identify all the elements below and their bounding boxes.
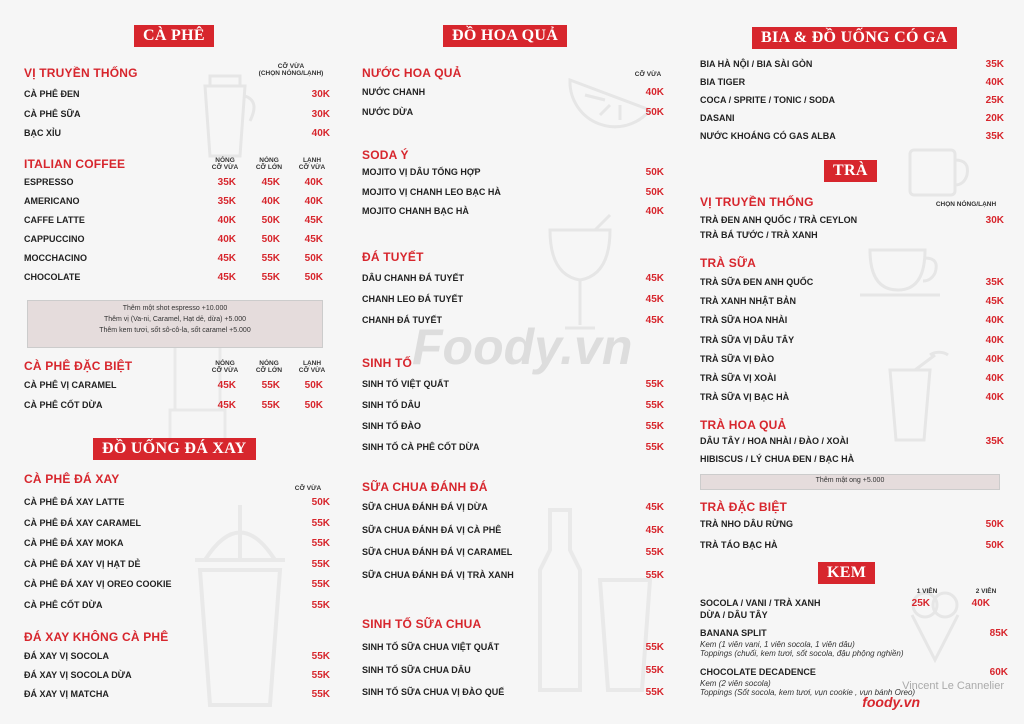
item-name: SỮA CHUA ĐÁNH ĐÁ VỊ CÀ PHÊ xyxy=(362,524,502,535)
menu-item xyxy=(24,579,330,593)
banner-ca-phe: CÀ PHÊ xyxy=(134,25,214,47)
item-price: 45K xyxy=(217,253,236,264)
item-name: SINH TỐ SỮA CHUA DÂU xyxy=(362,664,471,675)
item-name: MOJITO VỊ DÂU TỔNG HỢP xyxy=(362,167,481,177)
item-name: TRÀ SỮA HOA NHÀI xyxy=(700,315,788,326)
item-name: SINH TỐ VIỆT QUẤT xyxy=(362,379,450,389)
item-price: 55K xyxy=(645,547,664,558)
menu-item xyxy=(700,230,1004,244)
section-title: ĐÁ XAY KHÔNG CÀ PHÊ xyxy=(24,630,169,644)
section-title: SỮA CHUA ĐÁNH ĐÁ xyxy=(362,480,488,494)
menu-item xyxy=(700,373,1004,387)
menu-item xyxy=(24,518,330,532)
menu-item xyxy=(24,689,330,703)
menu-item xyxy=(362,167,666,181)
item-name: MOJITO CHANH BẠC HÀ xyxy=(362,206,469,216)
item-name: AMERICANO xyxy=(24,196,80,206)
item-name: TRÀ SỮA VỊ BẠC HÀ xyxy=(700,392,790,403)
menu-item xyxy=(700,215,1004,229)
item-name: SỮA CHUA ĐÁNH ĐÁ VỊ CARAMEL xyxy=(362,547,513,557)
menu-item xyxy=(24,109,330,123)
item-price: 55K xyxy=(261,253,280,264)
item-price: 55K xyxy=(311,538,330,549)
menu-item xyxy=(362,442,666,456)
menu-item xyxy=(24,400,330,414)
item-price: 50K xyxy=(311,497,330,508)
size-header: CỠ VỪA xyxy=(294,485,322,492)
banner-bia: BIA & ĐỒ UỐNG CÓ GA xyxy=(752,27,957,49)
column-beer-tea xyxy=(694,0,1008,724)
item-name: SINH TỐ SỮA CHUA VIỆT QUẤT xyxy=(362,642,500,652)
item-name: MOCCHACINO xyxy=(24,253,87,263)
item-name: MOJITO VỊ CHANH LEO BẠC HÀ xyxy=(362,186,501,197)
size-header: 2 VIÊN xyxy=(975,588,997,595)
menu-item xyxy=(24,600,330,614)
menu-item xyxy=(362,525,666,539)
menu-item xyxy=(362,87,666,101)
item-name: SOCOLA / VANI / TRÀ XANH xyxy=(700,598,821,608)
item-name: HIBISCUS / LÝ CHUA ĐEN / BẠC HÀ xyxy=(700,454,855,464)
menu-item xyxy=(362,421,666,435)
size-header: NÓNG CỠ VỪA xyxy=(211,157,239,171)
item-price: 50K xyxy=(645,106,664,118)
item-price: 50K xyxy=(304,399,323,411)
item-price: 40K xyxy=(645,206,664,217)
item-name: CÀ PHÊ CỐT DỪA xyxy=(24,399,103,410)
item-name: CHANH ĐÁ TUYẾT xyxy=(362,315,442,325)
menu-item xyxy=(24,128,330,142)
menu-item xyxy=(362,547,666,561)
item-name: CÀ PHÊ ĐÁ XAY LATTE xyxy=(24,497,125,507)
item-price: 40K xyxy=(217,215,236,226)
menu-item xyxy=(24,497,330,511)
size-header: LẠNH CỠ VỪA xyxy=(298,360,326,374)
menu-item xyxy=(24,253,330,267)
item-price: 45K xyxy=(261,177,280,188)
item-price: 55K xyxy=(645,664,664,676)
menu-item xyxy=(700,540,1004,554)
section-title: TRÀ ĐẶC BIỆT xyxy=(700,500,788,514)
menu-item xyxy=(24,538,330,552)
item-name: TRÀ BÁ TƯỚC / TRÀ XANH xyxy=(700,230,818,240)
menu-item xyxy=(700,131,1004,145)
item-price: 40K xyxy=(985,315,1004,327)
item-description: Toppings (Sốt socola, kem tươi, vụn cookie , vụn bánh Oreo) xyxy=(700,688,916,697)
item-name: ĐÁ XAY VỊ MATCHA xyxy=(24,689,109,699)
item-price: 30K xyxy=(985,215,1004,226)
item-price: 55K xyxy=(311,579,330,590)
item-price: 55K xyxy=(645,442,664,453)
item-price: 40K xyxy=(304,177,323,188)
item-name: ESPRESSO xyxy=(24,177,74,187)
menu-item xyxy=(362,206,666,220)
item-price: 40K xyxy=(261,196,280,207)
menu-item xyxy=(700,335,1004,349)
menu-item xyxy=(700,354,1004,368)
section-title: VỊ TRUYỀN THỐNG xyxy=(700,195,814,209)
item-name: SỮA CHUA ĐÁNH ĐÁ VỊ DỪA xyxy=(362,502,488,512)
item-price: 30K xyxy=(311,89,330,100)
item-price: 50K xyxy=(645,186,664,198)
size-header: 1 VIÊN xyxy=(916,588,938,595)
section-title: SINH TỐ xyxy=(362,356,413,370)
section-title: SINH TỐ SỮA CHUA xyxy=(362,617,482,631)
item-name: CHOCOLATE xyxy=(24,272,81,282)
photo-credit: Vincent Le Cannelier xyxy=(902,680,1004,692)
item-price: 40K xyxy=(304,196,323,207)
item-price: 40K xyxy=(985,77,1004,88)
item-name: TRÀ SỮA VỊ XOÀI xyxy=(700,373,777,383)
item-price: 45K xyxy=(645,502,664,513)
menu-item xyxy=(362,502,666,516)
item-name: DÂU TÂY / HOA NHÀI / ĐÀO / XOÀI xyxy=(700,436,849,446)
item-name: CÀ PHÊ ĐÁ XAY CARAMEL xyxy=(24,517,142,528)
menu-item xyxy=(24,272,330,286)
item-price: 60K xyxy=(989,667,1008,678)
menu-item xyxy=(362,107,666,121)
item-price: 45K xyxy=(645,315,664,326)
item-name: CAFFE LATTE xyxy=(24,215,85,225)
item-name: SINH TỐ SỮA CHUA VỊ ĐÀO QUẾ xyxy=(362,687,505,697)
item-name: SỮA CHUA ĐÁNH ĐÁ VỊ TRÀ XANH xyxy=(362,569,514,580)
item-price: 45K xyxy=(645,294,664,305)
item-name: DASANI xyxy=(700,113,735,123)
item-description: Kem (1 viên vani, 1 viên socola, 1 viên dâu) xyxy=(700,640,855,649)
item-price: 55K xyxy=(311,670,330,681)
menu-item xyxy=(700,277,1004,291)
menu-item xyxy=(700,113,1004,127)
item-name: CHOCOLATE DECADENCE xyxy=(700,667,816,677)
item-name: BANANA SPLIT xyxy=(700,628,767,638)
item-price: 55K xyxy=(261,380,280,391)
foody-logo: foody.vn xyxy=(862,694,920,710)
item-price: 45K xyxy=(217,380,236,391)
item-price: 55K xyxy=(261,399,280,411)
item-price: 50K xyxy=(304,380,323,391)
menu-item xyxy=(362,294,666,308)
size-header: CHỌN NÓNG/LẠNH xyxy=(935,201,997,208)
section-title: ĐÁ TUYẾT xyxy=(362,250,424,264)
item-price: 40K xyxy=(985,373,1004,384)
item-name: TRÀ SỮA ĐEN ANH QUỐC xyxy=(700,277,814,287)
section-title: TRÀ SỮA xyxy=(700,256,757,270)
item-price: 55K xyxy=(645,569,664,581)
item-price: 45K xyxy=(304,234,323,245)
section-title: SODA Ý xyxy=(362,148,409,162)
menu-item xyxy=(700,436,1004,450)
item-price: 35K xyxy=(985,436,1004,447)
menu-item xyxy=(362,665,666,679)
item-name: CÀ PHÊ ĐÁ XAY VỊ OREO COOKIE xyxy=(24,579,172,589)
item-name: NƯỚC DỪA xyxy=(362,106,414,117)
item-price: 45K xyxy=(645,273,664,284)
note-line: Thêm vị (Va-ni, Caramel, Hạt dẻ, dừa) +5.000 xyxy=(103,316,247,323)
menu-item xyxy=(24,670,330,684)
item-price: 55K xyxy=(645,687,664,698)
item-price: 45K xyxy=(645,524,664,536)
item-name: DỪA / DÂU TÂY xyxy=(700,610,768,620)
item-price: 35K xyxy=(985,277,1004,288)
item-price: 25K xyxy=(911,598,930,609)
menu-item xyxy=(362,315,666,329)
section-title: TRÀ HOA QUẢ xyxy=(700,418,787,432)
note-line: Thêm kem tươi, sốt sô-cô-la, sốt caramel +5.000 xyxy=(99,327,251,334)
item-name: TRÀ XANH NHẬT BẢN xyxy=(700,296,796,307)
menu-item xyxy=(362,570,666,584)
menu-item xyxy=(362,400,666,414)
menu-item xyxy=(24,89,330,103)
size-header: NÓNG CỠ LỚN xyxy=(255,157,283,171)
item-name: TRÀ TÁO BẠC HÀ xyxy=(700,539,778,550)
menu-item xyxy=(700,519,1004,533)
menu-item xyxy=(362,273,666,287)
banner-tra: TRÀ xyxy=(824,160,877,182)
menu-item xyxy=(700,59,1004,73)
item-name: CÀ PHÊ SỮA xyxy=(24,108,81,119)
item-price: 55K xyxy=(311,689,330,700)
menu-item xyxy=(362,187,666,201)
item-name: NƯỚC KHOÁNG CÓ GAS ALBA xyxy=(700,131,836,141)
item-name: SINH TỐ ĐÀO xyxy=(362,421,422,431)
column-fruit xyxy=(356,0,666,724)
item-name: NƯỚC CHANH xyxy=(362,87,426,97)
section-title: VỊ TRUYỀN THỐNG xyxy=(24,66,138,80)
size-header: LẠNH CỠ VỪA xyxy=(298,157,326,171)
item-price: 55K xyxy=(311,651,330,662)
item-price: 55K xyxy=(645,400,664,411)
menu-item xyxy=(24,651,330,665)
extras-note xyxy=(27,300,323,348)
item-price: 20K xyxy=(985,113,1004,124)
banner-do-uong-da-xay: ĐỒ UỐNG ĐÁ XAY xyxy=(93,438,256,460)
section-title: NƯỚC HOA QUẢ xyxy=(362,66,462,80)
item-price: 45K xyxy=(217,272,236,283)
item-price: 40K xyxy=(985,392,1004,404)
section-title: ITALIAN COFFEE xyxy=(24,157,126,171)
size-header: CỠ VỪA xyxy=(634,71,662,78)
item-name: BẠC XỈU xyxy=(24,128,62,138)
item-name: CÀ PHÊ ĐÁ XAY MOKA xyxy=(24,538,124,548)
section-title: CÀ PHÊ ĐẶC BIỆT xyxy=(24,359,133,373)
watermark: Foody.vn xyxy=(412,319,633,375)
menu-item xyxy=(700,296,1004,310)
item-name: ĐÁ XAY VỊ SOCOLA xyxy=(24,651,110,661)
item-price: 45K xyxy=(304,215,323,226)
item-price: 55K xyxy=(311,558,330,570)
item-price: 55K xyxy=(645,642,664,653)
item-price: 30K xyxy=(311,108,330,120)
item-price: 55K xyxy=(645,421,664,432)
note-line: Thêm một shot espresso +10.000 xyxy=(122,305,228,312)
banner-do-hoa-qua: ĐỒ HOA QUẢ xyxy=(443,25,567,47)
item-description: Toppings (chuối, kem tươi, sốt socola, đậu phộng nghiền) xyxy=(700,649,904,658)
item-price: 35K xyxy=(985,131,1004,142)
honey-note: Thêm mật ong +5.000 xyxy=(700,474,1000,490)
item-name: COCA / SPRITE / TONIC / SODA xyxy=(700,95,836,105)
item-name: SINH TỐ DÂU xyxy=(362,400,421,410)
menu-item xyxy=(24,559,330,573)
item-name: ĐÁ XAY VỊ SOCOLA DỪA xyxy=(24,670,132,680)
menu-item xyxy=(700,77,1004,91)
item-price: 45K xyxy=(985,296,1004,308)
item-price: 45K xyxy=(217,399,236,411)
item-name: TRÀ NHO DÂU RỪNG xyxy=(700,519,793,529)
banner-kem: KEM xyxy=(818,562,875,584)
item-name: TRÀ SỮA VỊ DÂU TÂY xyxy=(700,334,795,345)
item-name: CÀ PHÊ ĐÁ XAY VỊ HẠT DẺ xyxy=(24,558,141,569)
item-name: CÀ PHÊ VỊ CARAMEL xyxy=(24,380,117,390)
menu-item xyxy=(700,454,1004,468)
size-header: CỠ VỪA (CHỌN NÓNG/LẠNH) xyxy=(258,63,324,77)
item-price: 35K xyxy=(985,59,1004,70)
item-price: 50K xyxy=(304,272,323,283)
item-price: 50K xyxy=(304,253,323,264)
menu-item xyxy=(362,379,666,393)
item-price: 50K xyxy=(645,167,664,178)
item-price: 40K xyxy=(217,234,236,245)
menu-item xyxy=(700,610,1004,624)
item-name: CAPPUCCINO xyxy=(24,234,85,244)
item-name: DÂU CHANH ĐÁ TUYẾT xyxy=(362,273,464,283)
item-name: SINH TỐ CÀ PHÊ CỐT DỪA xyxy=(362,442,480,452)
item-name: BIA HÀ NỘI / BIA SÀI GÒN xyxy=(700,59,813,69)
item-price: 85K xyxy=(989,628,1008,639)
item-price: 40K xyxy=(645,87,664,98)
menu-item xyxy=(700,315,1004,329)
menu-item xyxy=(362,642,666,656)
item-price: 40K xyxy=(985,334,1004,346)
menu-item xyxy=(24,380,330,394)
menu-item xyxy=(24,177,330,191)
menu-item xyxy=(24,215,330,229)
menu-item xyxy=(700,392,1004,406)
item-price: 50K xyxy=(261,234,280,245)
item-price: 50K xyxy=(261,215,280,226)
column-coffee xyxy=(18,0,330,724)
menu-item xyxy=(24,234,330,248)
item-price: 50K xyxy=(985,519,1004,530)
item-price: 25K xyxy=(985,95,1004,106)
item-name: CÀ PHÊ CỐT DỪA xyxy=(24,599,103,610)
item-price: 40K xyxy=(311,128,330,139)
item-price: 35K xyxy=(217,196,236,207)
menu-item xyxy=(24,196,330,210)
item-description: Kem (2 viên socola) xyxy=(700,679,771,688)
item-price: 40K xyxy=(971,598,990,609)
item-name: CÀ PHÊ ĐEN xyxy=(24,89,80,99)
item-name: TRÀ ĐEN ANH QUỐC / TRÀ CEYLON xyxy=(700,215,858,225)
item-name: BIA TIGER xyxy=(700,77,746,87)
section-title: CÀ PHÊ ĐÁ XAY xyxy=(24,472,120,486)
item-price: 55K xyxy=(261,272,280,283)
item-name: CHANH LEO ĐÁ TUYẾT xyxy=(362,294,463,304)
size-header: NÓNG CỠ VỪA xyxy=(211,360,239,374)
item-price: 50K xyxy=(985,539,1004,551)
item-price: 55K xyxy=(311,599,330,611)
item-price: 55K xyxy=(645,379,664,390)
menu-item xyxy=(700,95,1004,109)
item-price: 35K xyxy=(217,177,236,188)
size-header: NÓNG CỠ LỚN xyxy=(255,360,283,374)
item-name: TRÀ SỮA VỊ ĐÀO xyxy=(700,353,775,364)
item-price: 55K xyxy=(311,517,330,529)
menu-item xyxy=(362,687,666,701)
item-price: 40K xyxy=(985,353,1004,365)
